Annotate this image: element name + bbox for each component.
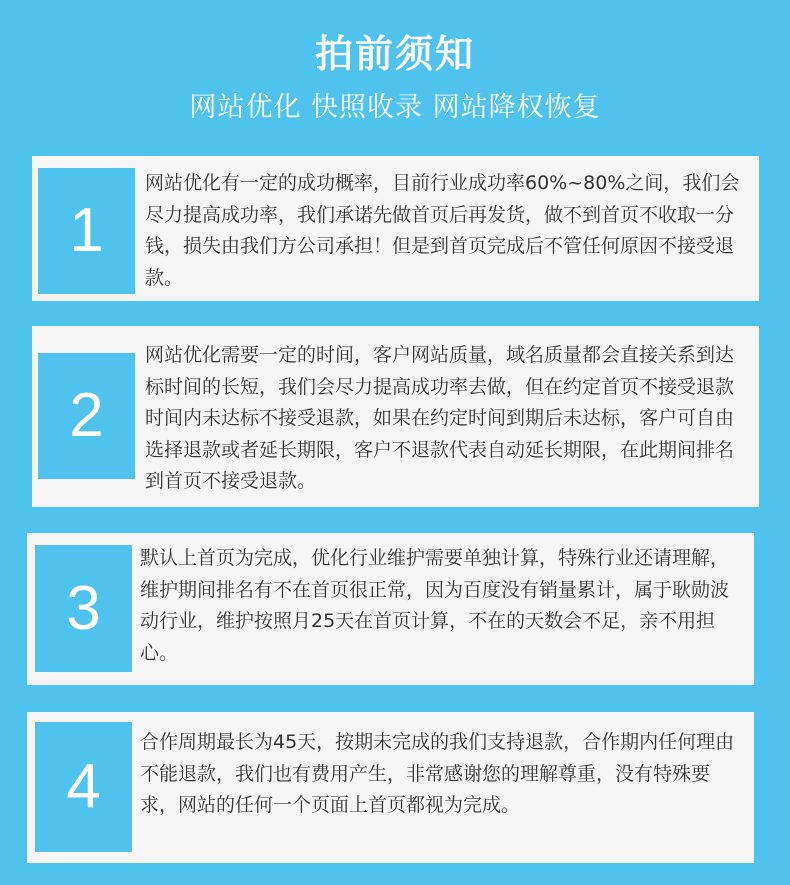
notice-text-4: 合作周期最长为45天，按期未完成的我们支持退款，合作期内任何理由不能退款，我们也有费用产生，非常感谢您的理解尊重，没有特殊要求，网站的任何一个页面上首页都视为完成。 xyxy=(140,731,735,816)
notice-card-1 xyxy=(32,156,759,301)
page-title: 拍前须知 xyxy=(314,32,475,76)
notice-card-2 xyxy=(32,326,759,507)
notice-number-2: 2 xyxy=(38,353,135,479)
notice-text-3: 默认上首页为完成，优化行业维护需要单独计算，特殊行业还请理解，维护期间排名有不在首页很正常，因为百度没有销量累计，属于耿勋波动行业，维护按照月25天在首页计算，不在的天数会不足，亲不用担心。 xyxy=(140,547,730,664)
notice-card-4 xyxy=(27,712,754,863)
notice-card-3 xyxy=(27,533,754,685)
page-subtitle: 网站优化 快照收录 网站降权恢复 xyxy=(189,92,601,123)
notice-number-1: 1 xyxy=(38,168,135,294)
notice-text-1: 网站优化有一定的成功概率，目前行业成功率60%~80%之间，我们会尽力提高成功率，我们承诺先做首页后再发货，做不到首页不收取一分钱，损失由我们方公司承担！但是到首页完成后不管任何原因不接受退款。 xyxy=(145,172,740,289)
notice-text-2: 网站优化需要一定的时间，客户网站质量，域名质量都会直接关系到达标时间的长短，我们会尽力提高成功率去做，但在约定首页不接受退款时间内未达标不接受退款，如果在约定时间到期后未达标，客户可自由选择退款或者延长期限，客户不退款代表自动延长期限，在此期间排名到首页不接受退款。 xyxy=(145,344,735,492)
notice-number-4: 4 xyxy=(35,722,132,852)
notice-number-3: 3 xyxy=(35,545,132,672)
